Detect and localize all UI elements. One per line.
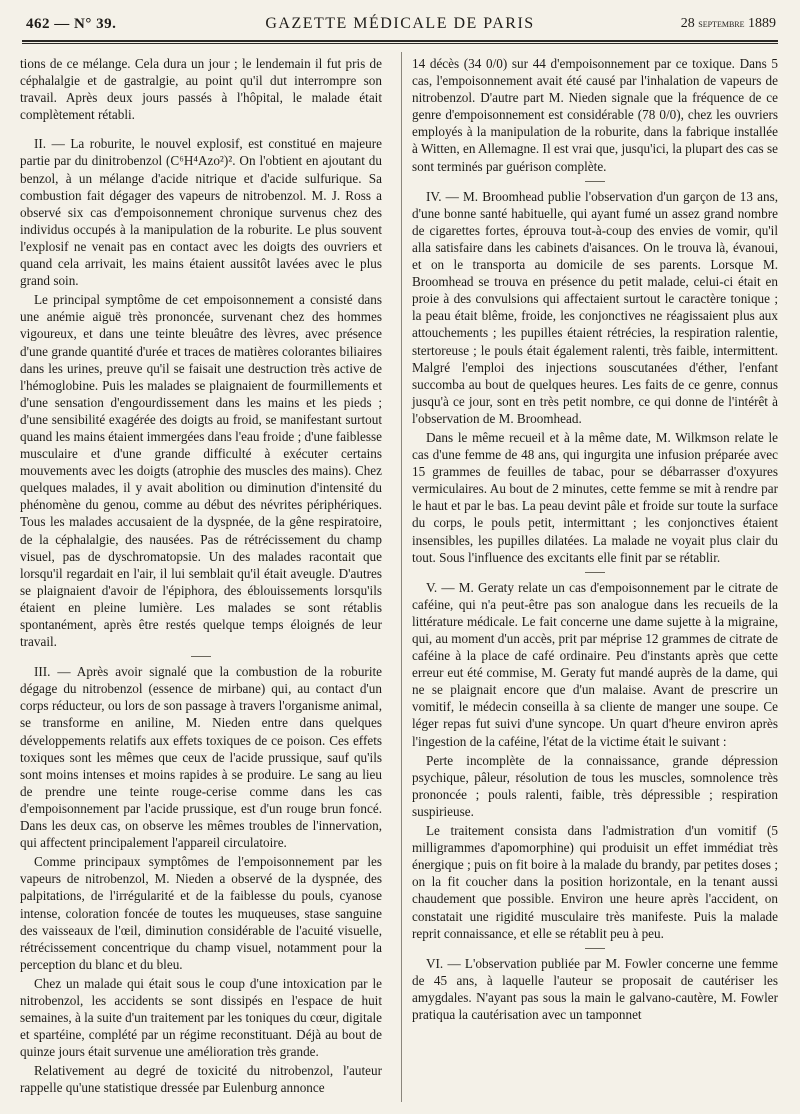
section-iv: IV. — M. Broomhead publie l'observation d'un garçon de 13 ans, d'une bonne santé habituelle, qui ayant fumé un assez grand nombre de cigarettes fortes, éprouva tout-à-coup des envies de vomir, qu'il alla satisfaire dans les cabinets d'aisances. On le trouva là, évanoui, et on le transporta au domicile de ses parents. Lorsque M. Broomhead se trouva en présence du petit malade, celui-ci était en proie à des convulsions qui affectaient surtout le caractère tonique ; la peau était blême, froide, les conjonctives ne réagissaient plus aux attouchements ; les pupilles étaient rétrécies, la respiration ralentie, stertoreuse ; le pouls était également ralenti, très faible, intermittent. Malgré l'emploi des injections souscutanées d'éther, l'enfant succomba au bout de quelques heures. Les faits de ce genre, connus jusqu'à ce jour, sont en très petit nombre, ce qui donne de l'intérêt à l'observation de M. Broomhead. xyxy=(412,188,778,426)
issue-date xyxy=(681,16,776,32)
issue-year: 1889 xyxy=(748,16,776,31)
paragraph: Dans le même recueil et à la même date, M. Wilkmson relate le cas d'une femme de 48 ans, qui ingurgita une infusion préparée avec 15 grammes de feuilles de tabac, pour se débarrasser d'oxyures vermiculaires. Au bout de 2 minutes, cette femme se mit à rendre par le haut et par le bas. La peau devint pâle et froide sur toute la surface du corps, le pouls petit, intermittant ; les conjonctives étaient insensibles, les pupilles dilatées. La malade ne voyait plus clair du tout. Sous l'influence des excitants elle finit par se rétablir. xyxy=(412,429,778,565)
paragraph: 14 décès (34 0/0) sur 44 d'empoisonnement par ce toxique. Dans 5 cas, l'empoisonnement avait été causé par l'inhalation de vapeurs de nitrobenzol. D'autre part M. Nieden signale que la fréquence de ce genre d'empoisonnement est considérable (78 0/0), chez les ouvriers employés à la manipulation de la roburite, dans la fabrique installée à Witten, en Allemagne. Il est vrai que, jusqu'ici, la plupart des cas se sont terminés par guérison complète. xyxy=(412,56,778,174)
paragraph: Le principal symptôme de cet empoisonnement a consisté dans une anémie aiguë très prononcée, survenant chez des hommes vigoureux, et dans une teinte bleuâtre des lèvres, avec présence d'une grande quantité d'urée et traces de matières colorantes biliaires dans les urines, preuve qu'il se faisait une destruction très active de l'hémoglobine. Puis les malades se plaignaient de fourmillements et d'une sensation d'engourdissement dans les mains et les pieds ; d'une sensibilité exagérée des doigts au froid, se manifestant surtout quand les mains étaient immergées dans l'eau froide ; d'une faiblesse musculaire et d'une grande difficulté à exécuter certains mouvements avec les doigts (atrophie des muscles des mains). Chez quelques malades, il y avait abolition ou diminution d'intensité du phénomène du genou, comme au début des névrites périphériques. Tous les malades accusaient de la dyspnée, de la gêne respiratoire, de la céphalalgie, des nausées. Pas de rétrécissement du champ visuel, pas de dyschromatopsie. Un des malades racontait que lorsqu'il regardait en l'air, il lui semblait qu'il était aveugle. D'autres se plaignaient d'avoir de l'épiphora, des éblouissements lorsqu'ils étaient en pleine lumière. Les malades se sont rétablis spontanément, après être restés quelque temps éloignés de leur travail. xyxy=(20,292,382,650)
paragraph: Chez un malade qui était sous le coup d'une intoxication par le nitrobenzol, les accidents se sont dissipés en l'espace de huit semaines, à la suite d'un traitement par les toniques du cœur, digitale et spartéine, complété par un régime reconstituant. Déjà au bout de quinze jours était survenue une amélioration très grande. xyxy=(20,975,382,1060)
journal-title: GAZETTE MÉDICALE DE PARIS xyxy=(265,15,535,32)
issue-day: 28 xyxy=(680,16,695,31)
paragraph: Relativement au degré de toxicité du nitrobenzol, l'auteur rappelle qu'une statistique dressée par Eulenburg annonce xyxy=(20,1063,382,1096)
section-divider xyxy=(191,656,211,657)
right-column xyxy=(412,55,778,1023)
section-divider xyxy=(585,181,605,182)
issue-month: septembre xyxy=(698,16,745,30)
paragraph: Perte incomplète de la connaissance, grande dépression psychique, pâleur, résolution de tous les muscles, somnolence très prononcée ; pouls ralenti, faible, très dépressible ; respiration suspirieuse. xyxy=(412,752,778,819)
section-v: V. — M. Geraty relate un cas d'empoisonnement par le citrate de caféine, qui n'a peut-être pas son analogue dans les recueils de la littérature médicale. Le fait concerne une dame sujette à la migraine, qui, au moment d'un accès, prit par méprise 12 grammes de citrate de caféine à la place de café ordinaire. Peu d'instants après que cette erreur eut été commise, M. Geraty fut mandé auprès de la dame, qui ne se plaignait encore que d'un malaise. Avant de prescrire un vomitif, le médecin conseilla à sa cliente de manger une soupe. Ce léger repas fut suivi d'une syncope. Un quart d'heure environ après l'ingestion de la caféine, l'état de la victime était le suivant : xyxy=(412,579,778,749)
paragraph: Comme principaux symptômes de l'empoisonnement par les vapeurs de nitrobenzol, M. Nieden a observé de la dyspnée, des palpitations, de l'irrégularité et de la faiblesse du pouls, cyanose intense, coloration foncée de toutes les muqueuses, stase sanguine des vaisseaux de l'œil, diminution considérable de l'acuité visuelle, rétrécissement concentrique du champ visuel, notamment pour la perception du blanc et du bleu. xyxy=(20,854,382,972)
column-separator xyxy=(401,52,402,1102)
section-vi: VI. — L'observation publiée par M. Fowler concerne une femme de 45 ans, à laquelle l'auteur se proposait de cautériser les amygdales. N'ayant pas sous la main le galvano-cautère, M. Fowler pratiqua la cautérisation avec un tamponnet xyxy=(412,955,778,1022)
header-rule xyxy=(22,40,778,44)
paragraph: Le traitement consista dans l'admistration d'un vomitif (5 milligrammes d'apomorphine) qui produisit un effet immédiat très énergique ; puis on fit boire à la malade du brandy, par petites doses ; on la fit coucher dans la position horizontale, en la tenant aussi chaudement que possible. Environ une heure après l'accident, on constatait une rigidité musculaire très manifeste. Puis la malade reprit connaissance, et elle se rétablit peu à peu. xyxy=(412,823,778,941)
section-iii: III. — Après avoir signalé que la combustion de la roburite dégage du nitrobenzol (essence de mirbane) qui, au contact d'un corps réducteur, ou lors de son passage à travers l'organisme animal, se transforme en aniline, M. Nieden entre dans quelques développements relatifs aux effets toxiques de ce poison. Ces effets toxiques sont les mêmes que ceux de l'acide prussique, sauf qu'ils sont moins intenses et moins rapides à se produire. Le sang au lieu de prendre une teinte rouge-cerise comme dans les cas d'empoisonnement par l'acide prussique, est d'un rouge brun foncé. Dans les deux cas, on observe les mêmes troubles de l'innervation, qui affectent principalement l'appareil circulatoire. xyxy=(20,664,382,851)
section-divider xyxy=(585,948,605,949)
page-header xyxy=(18,12,782,36)
paragraph: tions de ce mélange. Cela dura un jour ; le lendemain il fut pris de céphalalgie et de gastralgie, au point qu'il dut interrompre son travail. Après deux jours passés à l'hôpital, le malade était complètement rétabli. xyxy=(20,56,382,123)
section-divider xyxy=(585,572,605,573)
section-ii: II. — La roburite, le nouvel explosif, est constitué en majeure partie par du dinitrobenzol (C⁶H⁴Azo²)². On l'obtient en ajoutant du benzol, à un mélange d'acide nitrique et d'acide sulfurique. Sa combustion fait dégager des vapeurs de nitrobenzol. M. J. Ross a observé six cas d'empoisonnement chronique survenus chez des individus occupés à la manipulation de la roburite. Le plus souvent l'explosif ne venait pas en contact avec les doigts des ouvriers et quand cela arrivait, les mains étaient aussitôt lavées avec le plus grand soin. xyxy=(20,136,382,289)
page-number: 462 — N° 39. xyxy=(26,16,117,32)
left-column xyxy=(20,55,382,1097)
